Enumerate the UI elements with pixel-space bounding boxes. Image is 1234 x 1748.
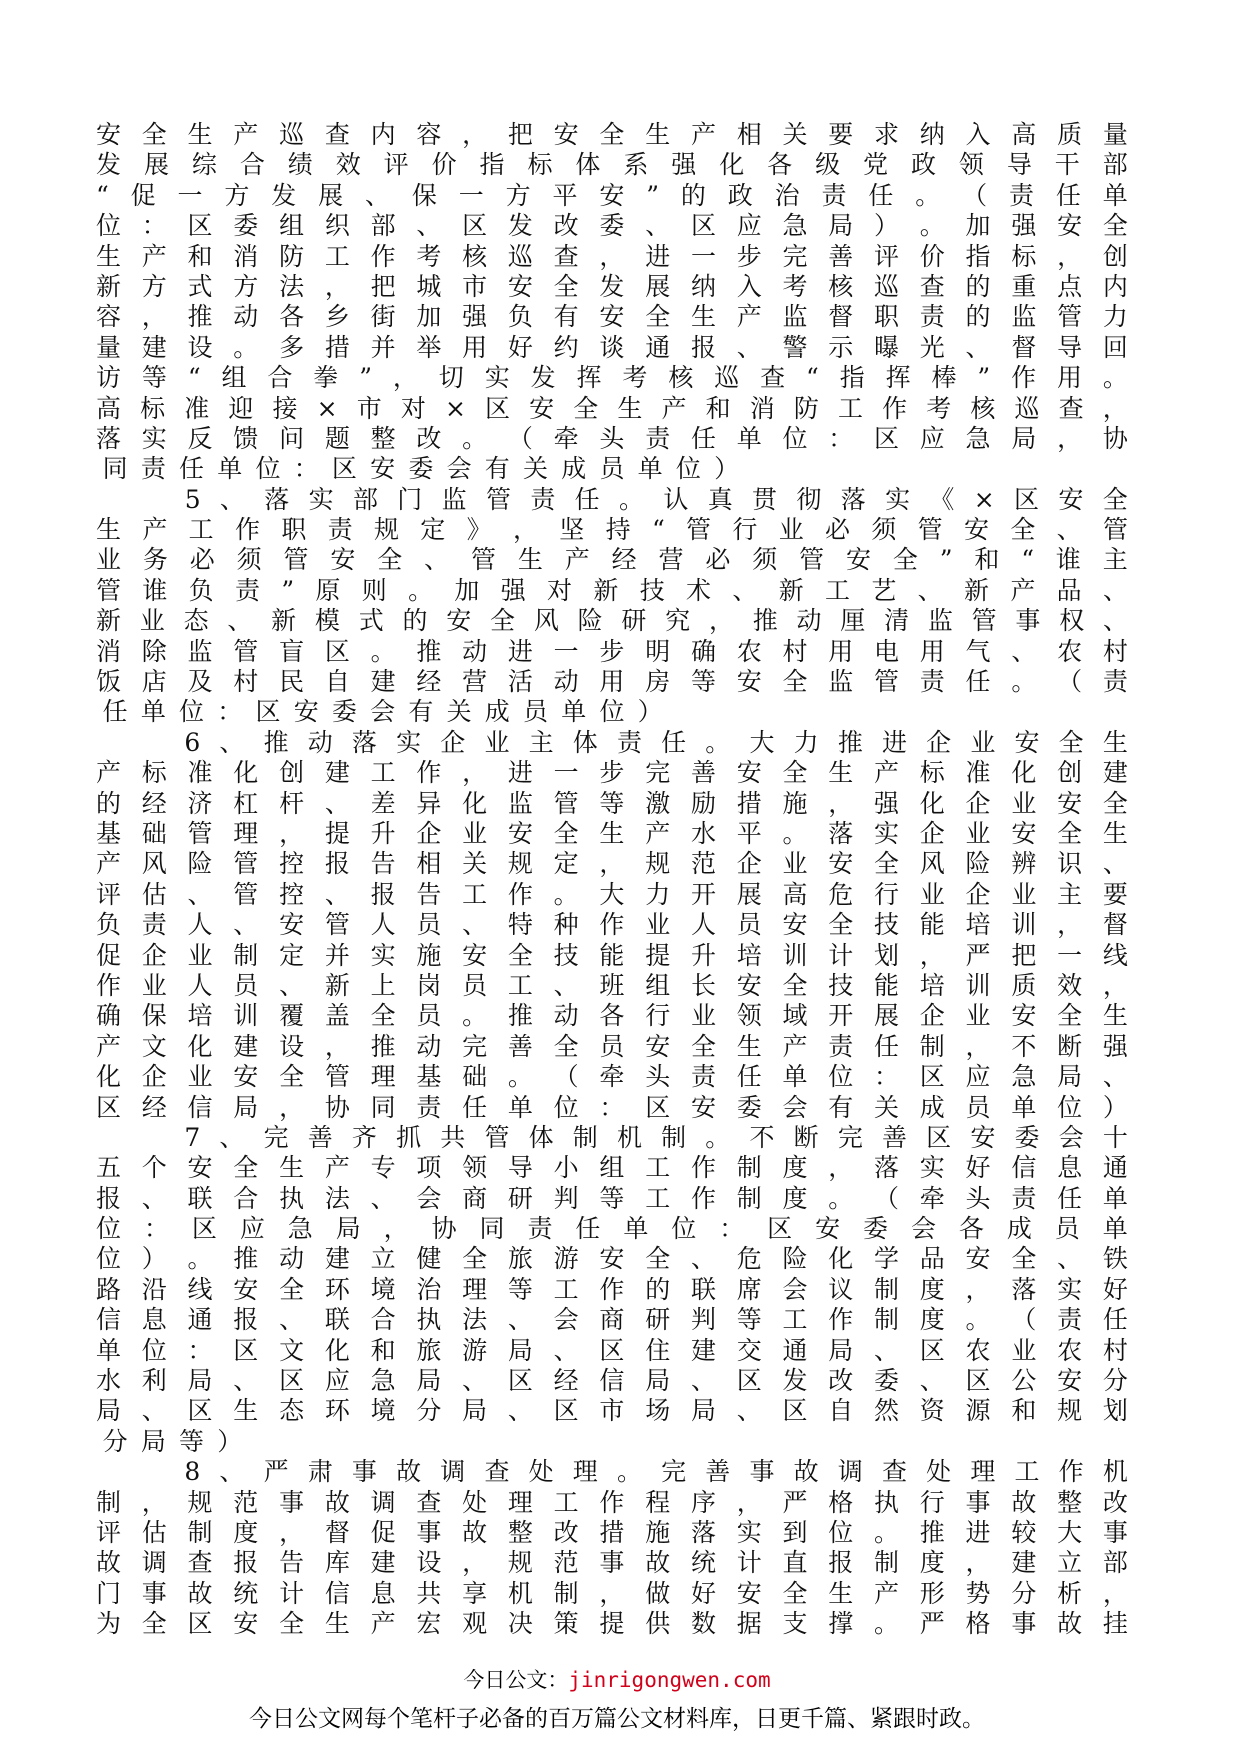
text-line: 制 ， 规 范 事 故 调 查 处 理 工 作 程 序 ， 严 格 执 行 事 故 整 改 [96, 1487, 1128, 1517]
text-line: 门 事 故 统 计 信 息 共 享 机 制 ， 做 好 安 全 生 产 形 势 分 析 ， [96, 1578, 1128, 1608]
footer-site-label: 今日公文： [463, 1668, 569, 1692]
text-line: 评 估 、 管 控 、 报 告 工 作 。 大 力 开 展 高 危 行 业 企 业 主 要 [96, 879, 1128, 909]
text-line: 8 、 严 肃 事 故 调 查 处 理 。 完 善 事 故 调 查 处 理 工 作 机 [184, 1457, 1128, 1487]
text-line: 区 经 信 局 ， 协 同 责 任 单 位 ： 区 安 委 会 有 关 成 员 单 位 ） [96, 1092, 1128, 1122]
text-line: “ 促 一 方 发 展 、 保 一 方 平 安 ” 的 政 治 责 任 。 （ 责 任 单 [96, 180, 1128, 210]
text-line: 产 标 准 化 创 建 工 作 ， 进 一 步 完 善 安 全 生 产 标 准 化 创 建 [96, 758, 1128, 788]
text-line: 业 务 必 须 管 安 全 、 管 生 产 经 营 必 须 管 安 全 ” 和 “ 谁 主 [96, 545, 1128, 575]
text-line: 负 责 人 、 安 管 人 员 、 特 种 作 业 人 员 安 全 技 能 培 训 ， 督 [96, 910, 1128, 940]
text-line: 基 础 管 理 ， 提 升 企 业 安 全 生 产 水 平 。 落 实 企 业 安 全 生 [96, 818, 1128, 848]
document-body [96, 120, 1128, 1640]
text-line: 容 ， 推 动 各 乡 街 加 强 负 有 安 全 生 产 监 督 职 责 的 监 管 力 [96, 302, 1128, 332]
text-line: 发 展 综 合 绩 效 评 价 指 标 体 系 强 化 各 级 党 政 领 导 干 部 [96, 150, 1128, 180]
text-line: 水 利 局 、 区 应 急 局 、 区 经 信 局 、 区 发 改 委 、 区 公 安 分 [96, 1366, 1128, 1396]
text-line: 新 业 态 、 新 模 式 的 安 全 风 险 研 究 ， 推 动 厘 清 监 管 事 权 、 [96, 606, 1128, 636]
text-line: 5 、 落 实 部 门 监 管 责 任 。 认 真 贯 彻 落 实 《 × 区 安 全 [184, 484, 1128, 514]
text-line: 消 除 监 管 盲 区 。 推 动 进 一 步 明 确 农 村 用 电 用 气 、 农 村 [96, 636, 1128, 666]
footer-site [0, 1664, 1234, 1694]
text-line: 产 文 化 建 设 ， 推 动 完 善 全 员 安 全 生 产 责 任 制 ， 不 断 强 [96, 1031, 1128, 1061]
text-line: 新 方 式 方 法 ， 把 城 市 安 全 发 展 纳 入 考 核 巡 查 的 重 点 内 [96, 271, 1128, 301]
text-line: 访 等 “ 组 合 拳 ” ， 切 实 发 挥 考 核 巡 查 “ 指 挥 棒 ” 作 用 。 [96, 363, 1128, 393]
text-line: 同 责 任 单 位 ： 区 安 委 会 有 关 成 员 单 位 ） [102, 454, 740, 484]
text-line: 6 、 推 动 落 实 企 业 主 体 责 任 。 大 力 推 进 企 业 安 全 生 [184, 727, 1128, 757]
text-line: 评 估 制 度 ， 督 促 事 故 整 改 措 施 落 实 到 位 。 推 进 较 大 事 [96, 1517, 1128, 1547]
text-line: 为 全 区 安 全 生 产 宏 观 决 策 提 供 数 据 支 撑 。 严 格 事 故 挂 [96, 1609, 1128, 1639]
text-line: 安 全 生 产 巡 查 内 容 ， 把 安 全 生 产 相 关 要 求 纳 入 高 质 量 [96, 120, 1128, 149]
footer-slogan: 今日公文网每个笔杆子必备的百万篇公文材料库，日更千篇、紧跟时政。 [249, 1706, 985, 1732]
text-line: 饭 店 及 村 民 自 建 经 营 活 动 用 房 等 安 全 监 管 责 任 。 （ 责 [96, 667, 1128, 697]
text-line: 信 息 通 报 、 联 合 执 法 、 会 商 研 判 等 工 作 制 度 。 （ 责 任 [96, 1305, 1128, 1335]
text-line: 生 产 工 作 职 责 规 定 》 ， 坚 持 “ 管 行 业 必 须 管 安 全 、 管 [96, 515, 1128, 545]
text-line: 路 沿 线 安 全 环 境 治 理 等 工 作 的 联 席 会 议 制 度 ， 落 实 好 [96, 1274, 1128, 1304]
text-line: 生 产 和 消 防 工 作 考 核 巡 查 ， 进 一 步 完 善 评 价 指 标 ， 创 [96, 241, 1128, 271]
text-line: 任 单 位 ： 区 安 委 会 有 关 成 员 单 位 ） [102, 697, 663, 727]
text-line: 管 谁 负 责 ” 原 则 。 加 强 对 新 技 术 、 新 工 艺 、 新 产 品 、 [96, 575, 1128, 605]
text-line: 高 标 准 迎 接 × 市 对 × 区 安 全 生 产 和 消 防 工 作 考 核 巡 查 ， [96, 393, 1128, 423]
text-line: 位 ： 区 应 急 局 ， 协 同 责 任 单 位 ： 区 安 委 会 各 成 员 单 [96, 1214, 1128, 1244]
text-line: 化 企 业 安 全 管 理 基 础 。 （ 牵 头 责 任 单 位 ： 区 应 急 局 、 [96, 1062, 1128, 1092]
footer-site-url[interactable]: jinrigongwen.com [568, 1668, 771, 1692]
text-line: 落 实 反 馈 问 题 整 改 。 （ 牵 头 责 任 单 位 ： 区 应 急 局 ， 协 [96, 423, 1128, 453]
text-line: 量 建 设 。 多 措 并 举 用 好 约 谈 通 报 、 警 示 曝 光 、 督 导 回 [96, 332, 1128, 362]
text-line: 位 ） 。 推 动 建 立 健 全 旅 游 安 全 、 危 险 化 学 品 安 全 、 铁 [96, 1244, 1128, 1274]
text-line: 五 个 安 全 生 产 专 项 领 导 小 组 工 作 制 度 ， 落 实 好 信 息 通 [96, 1153, 1128, 1183]
text-line: 位 ： 区 委 组 织 部 、 区 发 改 委 、 区 应 急 局 ） 。 加 强 安 全 [96, 211, 1128, 241]
text-line: 报 、 联 合 执 法 、 会 商 研 判 等 工 作 制 度 。 （ 牵 头 责 任 单 [96, 1183, 1128, 1213]
text-line: 产 风 险 管 控 报 告 相 关 规 定 ， 规 范 企 业 安 全 风 险 辨 识 、 [96, 849, 1128, 879]
text-line: 局 、 区 生 态 环 境 分 局 、 区 市 场 局 、 区 自 然 资 源 和 规 划 [96, 1396, 1128, 1426]
text-line: 分 局 等 ） [102, 1426, 243, 1456]
text-line: 作 业 人 员 、 新 上 岗 员 工 、 班 组 长 安 全 技 能 培 训 质 效 ， [96, 970, 1128, 1000]
text-line: 故 调 查 报 告 库 建 设 ， 规 范 事 故 统 计 直 报 制 度 ， 建 立 部 [96, 1548, 1128, 1578]
text-line: 的 经 济 杠 杆 、 差 异 化 监 管 等 激 励 措 施 ， 强 化 企 业 安 全 [96, 788, 1128, 818]
text-line: 促 企 业 制 定 并 实 施 安 全 技 能 提 升 培 训 计 划 ， 严 把 一 线 [96, 940, 1128, 970]
text-line: 单 位 ： 区 文 化 和 旅 游 局 、 区 住 建 交 通 局 、 区 农 业 农 村 [96, 1335, 1128, 1365]
text-line: 确 保 培 训 覆 盖 全 员 。 推 动 各 行 业 领 域 开 展 企 业 安 全 生 [96, 1001, 1128, 1031]
text-line: 7 、 完 善 齐 抓 共 管 体 制 机 制 。 不 断 完 善 区 安 委 会 十 [184, 1122, 1128, 1152]
